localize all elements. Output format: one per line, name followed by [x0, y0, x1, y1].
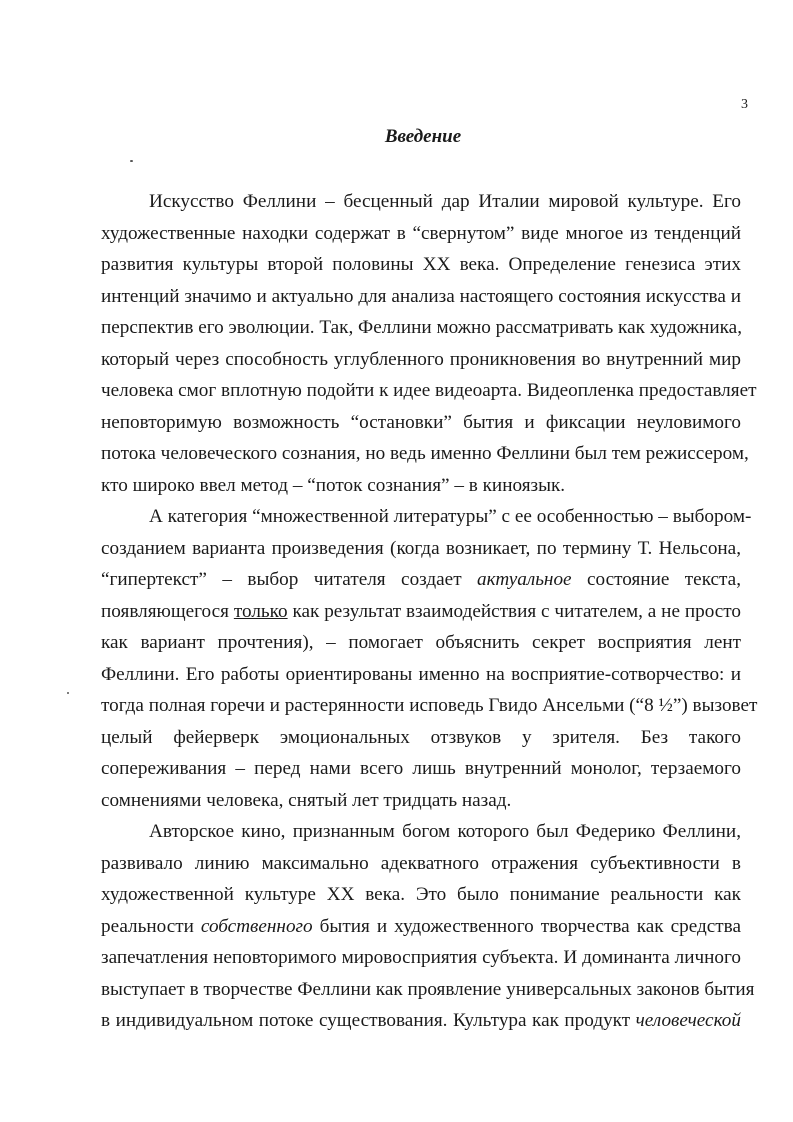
text-run: запечатления неповторимого мировосприятия субъекта. И доминанта личного: [101, 947, 741, 968]
text-run: неповторимую возможность “остановки” бытия и фиксации неуловимого: [101, 411, 741, 433]
underlined-emphasis: только: [233, 600, 288, 622]
text-run: Искусство Феллини – бесценный дар Италии мировой культуре. Его: [149, 191, 741, 212]
scan-speck: [130, 160, 133, 162]
text-run: как вариант прочтения), – помогает объяснить секрет восприятия лент: [101, 632, 741, 653]
text-run: потока человеческого сознания, но ведь именно Феллини был тем режиссером,: [101, 443, 749, 464]
text-line: [101, 978, 755, 1002]
text-run: развития культуры второй половины XX века. Определение генезиса этих: [101, 254, 741, 275]
text-run: сопереживания – перед нами всего лишь внутренний монолог, терзаемого: [101, 758, 741, 779]
italic-emphasis: человеческой: [635, 1010, 741, 1031]
text-line: [101, 883, 741, 907]
text-run: состояние текста,: [571, 569, 741, 590]
text-line: [101, 631, 741, 655]
text-line: [101, 694, 758, 718]
text-line: [101, 442, 749, 466]
text-line: [101, 285, 741, 309]
text-line: [101, 222, 741, 246]
text-run: сомнениями человека, снятый лет тридцать назад.: [101, 789, 512, 811]
text-run: созданием варианта произведения (когда возникает, по термину Т. Нельсона,: [101, 537, 741, 559]
text-run: перспектив его эволюции. Так, Феллини можно рассматривать как художника,: [101, 317, 742, 338]
page-title: Введение: [384, 126, 462, 147]
text-line: [101, 316, 741, 340]
text-run: появляющегося: [101, 600, 234, 622]
text-run: художественные находки содержат в “свернутом” виде многое из тенденций: [101, 222, 741, 244]
text-line: [149, 820, 741, 844]
text-run: художественной культуре XX века. Это было понимание реальности как: [101, 884, 741, 905]
text-line: [101, 726, 741, 750]
text-line: [101, 411, 741, 435]
text-run: человека смог вплотную подойти к идее видеоарта. Видеопленка предоставляет: [101, 380, 757, 401]
text-line: [101, 537, 741, 561]
text-line: [101, 789, 741, 813]
text-line: [101, 348, 741, 372]
text-line: [101, 600, 741, 624]
text-line: [101, 852, 741, 876]
text-run: “гипертекст” – выбор читателя создает: [101, 569, 478, 590]
page-number: 3: [741, 97, 748, 112]
text-run: как результат взаимодействия с читателем, а не просто: [287, 600, 742, 622]
text-line: [101, 379, 757, 403]
text-run: Феллини. Его работы ориентированы именно на восприятие-сотворчество: и: [101, 663, 741, 685]
text-run: выступает в творчестве Феллини как проявление универсальных законов бытия: [101, 978, 755, 1000]
text-run: А категория “множественной литературы” с ее особенностью – выбором-: [149, 506, 752, 527]
text-line: [101, 568, 741, 592]
text-run: бытия и художественного творчества как средства: [312, 915, 741, 937]
text-line: [101, 757, 741, 781]
text-line: [101, 1009, 741, 1033]
text-run: кто широко ввел метод – “поток сознания” – в киноязык.: [101, 474, 566, 496]
text-line: [101, 946, 741, 970]
text-line: [101, 253, 741, 277]
text-line: [149, 505, 752, 529]
text-run: Авторское кино, признанным богом которого был Федерико Феллини,: [149, 821, 741, 842]
text-run: реальности: [101, 915, 201, 937]
text-line: [101, 474, 741, 498]
text-line: [149, 190, 741, 214]
text-run: целый фейерверк эмоциональных отзвуков у зрителя. Без такого: [101, 726, 741, 748]
text-run: который через способность углубленного проникновения во внутренний мир: [101, 348, 741, 370]
text-run: тогда полная горечи и растерянности исповедь Гвидо Ансельми (“8 ½”) вызовет: [101, 695, 758, 716]
text-run: в индивидуальном потоке существования. Культура как продукт: [101, 1010, 636, 1031]
scan-speck: [67, 692, 69, 694]
text-line: [101, 663, 741, 687]
italic-emphasis: актуальное: [477, 569, 572, 590]
text-line: [101, 915, 741, 939]
italic-emphasis: собственного: [200, 915, 313, 937]
text-run: развивало линию максимально адекватного отражения субъективности в: [101, 852, 741, 874]
text-run: интенций значимо и актуально для анализа настоящего состояния искусства и: [101, 285, 741, 307]
